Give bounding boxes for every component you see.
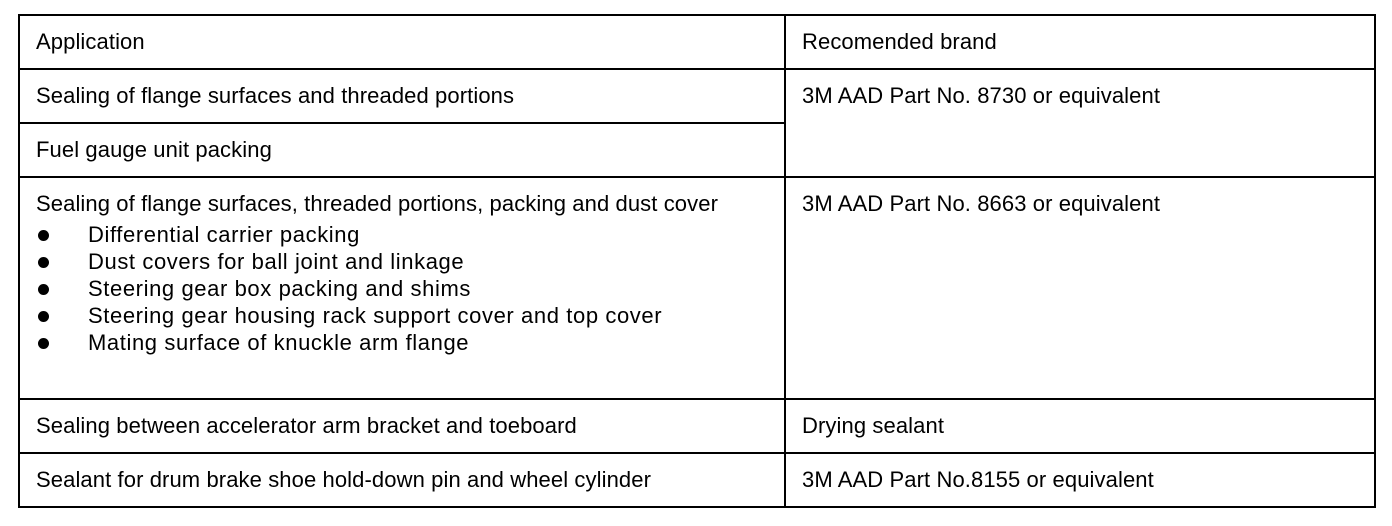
table-header-row bbox=[19, 15, 1375, 69]
brand-cell: Drying sealant bbox=[785, 399, 1375, 453]
bullet-icon bbox=[38, 311, 49, 322]
list-item bbox=[36, 221, 768, 248]
table-row bbox=[19, 177, 1375, 399]
application-text: Sealing of flange surfaces, threaded portions, packing and dust cover bbox=[36, 191, 718, 216]
application-cell: Sealing of flange surfaces and threaded portions bbox=[19, 69, 785, 123]
brand-cell: 3M AAD Part No. 8663 or equivalent bbox=[785, 177, 1375, 399]
list-item-label: Differential carrier packing bbox=[88, 222, 360, 247]
bullet-icon bbox=[38, 338, 49, 349]
list-item bbox=[36, 248, 768, 275]
list-item-label: Steering gear housing rack support cover and top cover bbox=[88, 303, 663, 328]
list-item bbox=[36, 302, 768, 329]
table-row bbox=[19, 69, 1375, 123]
table-row bbox=[19, 399, 1375, 453]
application-bullet-list bbox=[36, 221, 768, 356]
sealant-table bbox=[18, 14, 1376, 508]
application-cell: Sealant for drum brake shoe hold-down pin and wheel cylinder bbox=[19, 453, 785, 507]
brand-cell: 3M AAD Part No.8155 or equivalent bbox=[785, 453, 1375, 507]
list-item bbox=[36, 329, 768, 356]
bullet-icon bbox=[38, 284, 49, 295]
application-cell bbox=[19, 177, 785, 399]
bullet-icon bbox=[38, 230, 49, 241]
brand-cell: 3M AAD Part No. 8730 or equivalent bbox=[785, 69, 1375, 177]
header-brand: Recomended brand bbox=[785, 15, 1375, 69]
application-cell: Fuel gauge unit packing bbox=[19, 123, 785, 177]
list-item-label: Mating surface of knuckle arm flange bbox=[88, 330, 470, 355]
list-item-label: Steering gear box packing and shims bbox=[88, 276, 471, 301]
list-item-label: Dust covers for ball joint and linkage bbox=[88, 249, 465, 274]
application-cell: Sealing between accelerator arm bracket and toeboard bbox=[19, 399, 785, 453]
bullet-icon bbox=[38, 257, 49, 268]
sealant-table-sheet bbox=[18, 14, 1374, 506]
table-row bbox=[19, 453, 1375, 507]
list-item bbox=[36, 275, 768, 302]
header-application: Application bbox=[19, 15, 785, 69]
